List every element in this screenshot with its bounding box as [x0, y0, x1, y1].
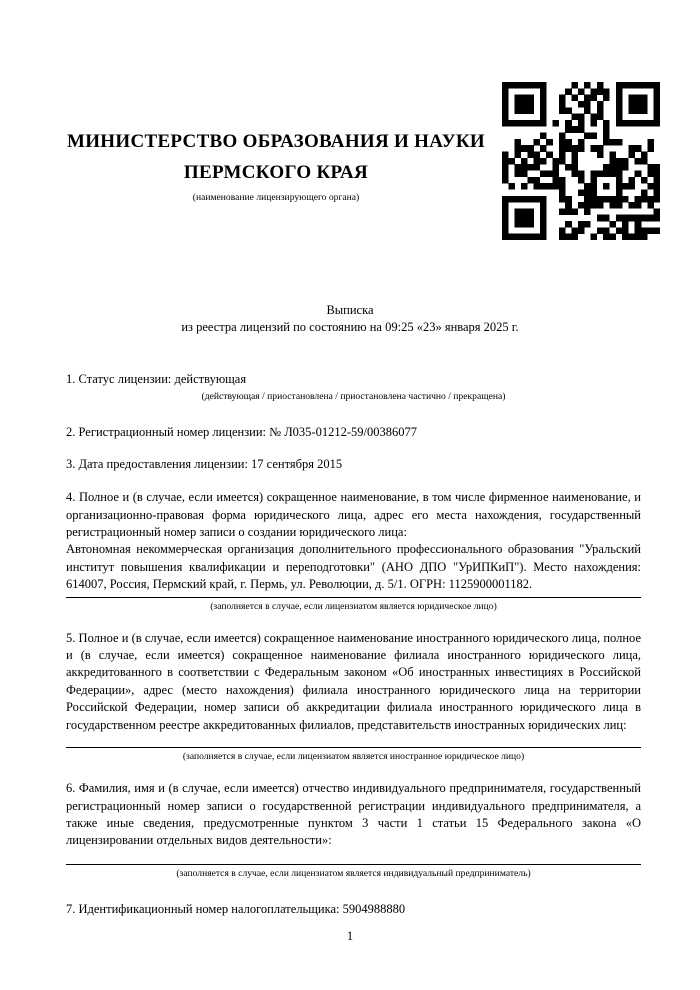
taxpayer-id-line: 7. Идентификационный номер налогоплательщика: 5904988880 [66, 901, 406, 916]
foreign-entity-clause: 5. Полное и (в случае, если имеется) сокращенное наименование иностранного юридического лица, полное и (в случае, если имеется) сокращенное наименование филиала иностранного юридического лица, аккредитованного в соответствии с Федеральным законом «Об иностранных инвестициях в Российской Федерации», адрес (место нахождения) филиала иностранного юридического лица на территории Российской Федерации, номер записи об аккредитации филиала иностранного юридического лица в государственном реестре аккредитованных филиалов, представительств иностранных юридических лиц: [66, 630, 641, 732]
qr-code-icon [502, 82, 660, 240]
individual-entrepreneur-note: (заполняется в случае, если лицензиатом является индивидуальный предприниматель) [176, 867, 531, 879]
licensing-authority-block [66, 82, 486, 204]
page-number: 1 [346, 929, 354, 943]
legal-entity-clause: 4. Полное и (в случае, если имеется) сокращенное наименование, в том числе фирменное наименование, и организационно-правовая форма юридического лица, адрес его места нахождения, государственный регистрационный номер записи о создании юридического лица: [66, 490, 641, 540]
legal-entity-value: Автономная некоммерческая организация дополнительного профессионального образования "Уральский институт повышения квалификации и переподготовки" (АНО ДПО "УрИПКиП"). Место нахождения: 614007, Россия, Пермский край, г. Пермь, ул. Революции, д. 5/1. ОГРН: 1125900001182. [66, 542, 641, 592]
registration-number-line: 2. Регистрационный номер лицензии: № Л035-01212-59/00386077 [66, 425, 417, 440]
document-title-line1: Выписка [326, 303, 374, 317]
foreign-entity-note: (заполняется в случае, если лицензиатом является иностранное юридическое лицо) [182, 751, 525, 763]
legal-entity-note: (заполняется в случае, если лицензиатом является юридическое лицо) [210, 600, 497, 612]
license-status-line: 1. Статус лицензии: действующая [66, 372, 247, 386]
ministry-name-line2: ПЕРМСКОГО КРАЯ [183, 162, 369, 183]
fill-line-foreign-entity [66, 747, 641, 748]
document-body [0, 371, 700, 918]
ministry-name [66, 126, 486, 188]
document-title-line2: из реестра лицензий по состоянию на 09:25 «23» января 2025 г. [181, 320, 519, 334]
fill-line-legal-entity [66, 597, 641, 598]
licensing-authority-caption: (наименование лицензирующего органа) [192, 192, 360, 203]
document-title [0, 302, 700, 336]
license-status-note: (действующая / приостановлена / приостановлена частично / прекращена) [201, 391, 506, 403]
fill-line-individual-entrepreneur [66, 864, 641, 865]
ministry-name-line1: МИНИСТЕРСТВО ОБРАЗОВАНИЯ И НАУКИ [66, 131, 486, 152]
individual-entrepreneur-clause: 6. Фамилия, имя и (в случае, если имеется) отчество индивидуального предпринимателя, государственный регистрационный номер записи о государственной регистрации индивидуального предпринимателя, а также иные сведения, предусмотренные пунктом 3 части 1 статьи 15 Федерального закона «О лицензировании отдельных видов деятельности»: [66, 781, 641, 848]
grant-date-line: 3. Дата предоставления лицензии: 17 сентября 2015 [66, 456, 343, 471]
document-header [0, 0, 700, 240]
